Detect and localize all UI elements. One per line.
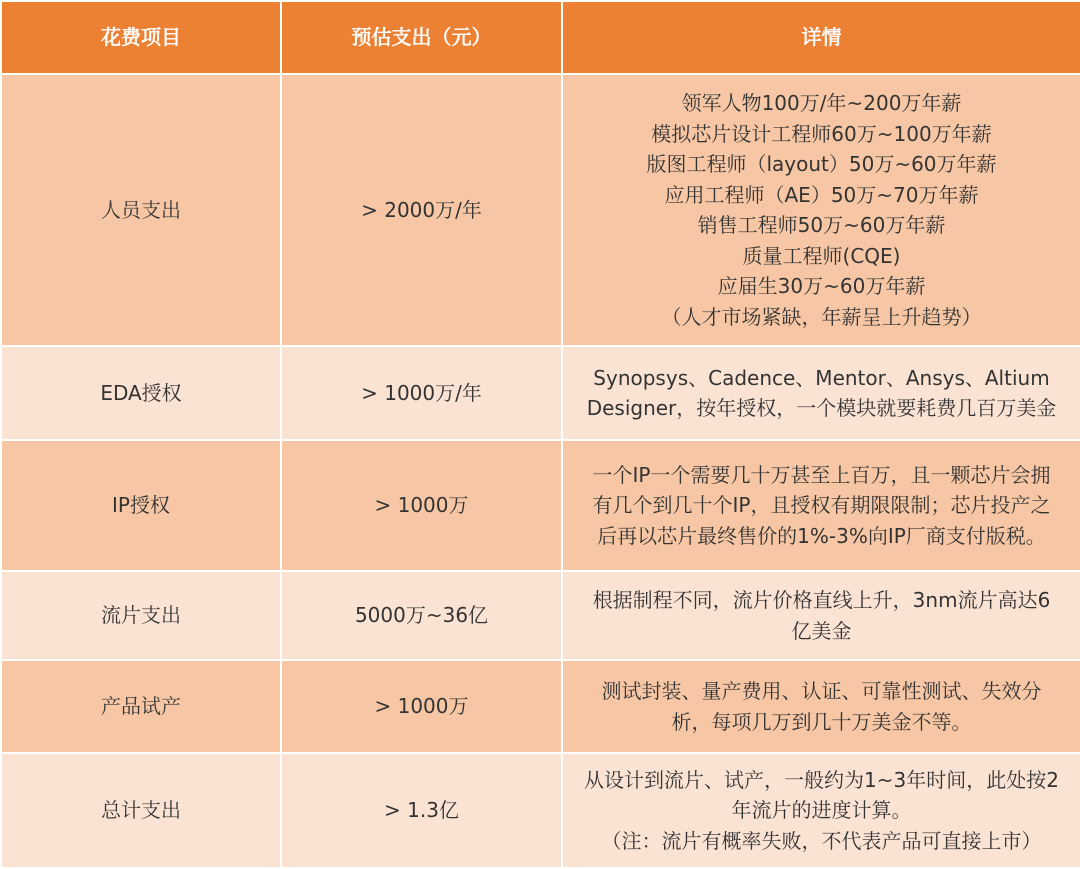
cost-cell: > 1000万/年 — [281, 346, 562, 440]
table-row — [1, 660, 1080, 753]
detail-line: 模拟芯片设计工程师60万~100万年薪 — [651, 121, 992, 146]
table-row — [1, 571, 1080, 660]
detail-line: 应用工程师（AE）50万~70万年薪 — [664, 182, 979, 207]
detail-line: （人才市场紧缺，年薪呈上升趋势） — [661, 304, 982, 329]
detail-cell — [562, 346, 1080, 440]
cost-cell: 5000万~36亿 — [281, 571, 562, 660]
header-cost: 预估支出（元） — [281, 1, 562, 74]
detail-cell — [562, 571, 1080, 660]
detail-line: Designer，按年授权，一个模块就要耗费几百万美金 — [586, 396, 1057, 420]
table-row — [1, 74, 1080, 346]
detail-line: 质量工程师(CQE) — [742, 243, 901, 268]
item-cell: 总计支出 — [1, 753, 281, 868]
table-row — [1, 346, 1080, 440]
cost-cell: > 1000万 — [281, 660, 562, 753]
detail-cell — [562, 753, 1080, 868]
item-cell: 流片支出 — [1, 571, 281, 660]
detail-line: 应届生30万~60万年薪 — [717, 274, 926, 298]
item-cell: 产品试产 — [1, 660, 281, 753]
item-cell: EDA授权 — [1, 346, 281, 440]
table-header-row — [1, 1, 1080, 74]
detail-line: 一个IP一个需要几十万甚至上百万，且一颗芯片会拥 — [592, 462, 1051, 487]
detail-line: （注：流片有概率失败，不代表产品可直接上市） — [601, 828, 1042, 853]
header-item: 花费项目 — [1, 1, 281, 74]
detail-line: 领军人物100万/年~200万年薪 — [681, 91, 962, 115]
header-details: 详情 — [562, 1, 1080, 74]
detail-line: 根据制程不同，流片价格直线上升，3nm流片高达6 — [592, 588, 1051, 612]
detail-line: Synopsys、Cadence、Mentor、Ansys、Altium — [593, 365, 1050, 390]
detail-line: 销售工程师50万~60万年薪 — [697, 213, 946, 237]
detail-line: 年流片的进度计算。 — [731, 798, 912, 823]
item-cell: 人员支出 — [1, 74, 281, 346]
detail-line: 从设计到流片、试产，一般约为1~3年时间，此处按2 — [584, 767, 1059, 792]
cost-cell: > 1000万 — [281, 440, 562, 571]
detail-cell — [562, 660, 1080, 753]
detail-line: 亿美金 — [791, 618, 852, 643]
item-cell: IP授权 — [1, 440, 281, 571]
table-row — [1, 753, 1080, 868]
detail-line: 有几个到几十个IP，且授权有期限限制；芯片投产之 — [592, 493, 1051, 518]
detail-cell — [562, 440, 1080, 571]
detail-line: 测试封装、量产费用、认证、可靠性测试、失效分 — [601, 679, 1042, 703]
detail-cell — [562, 74, 1080, 346]
cost-cell: > 2000万/年 — [281, 74, 562, 346]
cost-cell: > 1.3亿 — [281, 753, 562, 868]
detail-line: 后再以芯片最终售价的1%-3%向IP厂商支付版税。 — [597, 523, 1046, 548]
detail-line: 版图工程师（layout）50万~60万年薪 — [646, 152, 997, 176]
detail-line: 析，每项几万到几十万美金不等。 — [671, 709, 972, 734]
table-row — [1, 440, 1080, 571]
